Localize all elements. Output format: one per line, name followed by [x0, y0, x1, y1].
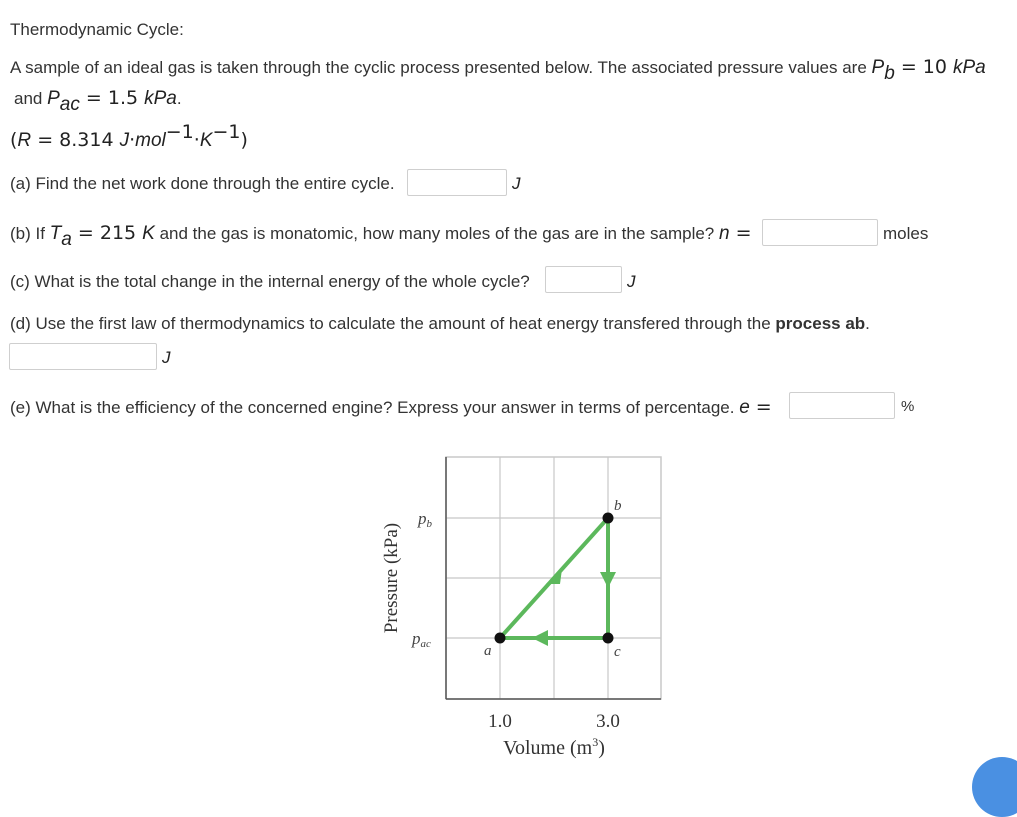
- point-c-label: c: [614, 644, 621, 660]
- constant-value: = 8.314: [31, 129, 120, 151]
- question-d-bold: process ab: [775, 314, 866, 333]
- temp-value: = 215: [71, 222, 143, 244]
- question-b-lead: (b) If: [10, 224, 50, 243]
- question-d-period: .: [865, 314, 870, 333]
- n-symbol: n: [719, 223, 730, 244]
- temp-subscript: a: [61, 229, 72, 250]
- answer-e-unit: %: [901, 398, 915, 415]
- point-b-marker: [603, 513, 614, 524]
- pb-unit: kPa: [953, 57, 986, 78]
- constant-dot-2: ·: [193, 129, 200, 151]
- question-b-text: [10, 221, 752, 250]
- answer-b-input[interactable]: [762, 219, 878, 246]
- constant-k: K: [199, 130, 213, 151]
- intro-period: .: [176, 89, 182, 108]
- answer-c-input[interactable]: [545, 266, 622, 293]
- answer-a-input[interactable]: [407, 169, 507, 196]
- pv-diagram: [370, 448, 670, 768]
- constant-dot: ·: [129, 129, 136, 151]
- problem-title: Thermodynamic Cycle:: [10, 20, 184, 39]
- question-e-text: [10, 395, 772, 420]
- y-axis-label: Pressure (kPa): [381, 522, 402, 634]
- xtick-3: 3.0: [596, 711, 620, 732]
- pac-symbol: P: [47, 88, 60, 109]
- point-b-label: b: [614, 498, 622, 514]
- constant-close: ): [240, 129, 248, 151]
- gas-constant: [10, 121, 248, 153]
- constant-mol-exp: −1: [165, 121, 194, 143]
- question-a-text: (a) Find the net work done through the entire cycle.: [10, 174, 395, 193]
- pac-value: = 1.5: [79, 87, 145, 109]
- answer-e-input[interactable]: [789, 392, 895, 419]
- temp-symbol: T: [49, 223, 62, 244]
- intro-text: A sample of an ideal gas is taken through the cyclic process presented below. The associated pressure values are: [10, 58, 872, 77]
- xtick-1: 1.0: [488, 711, 512, 732]
- answer-d-unit: J: [162, 348, 171, 367]
- question-d-lead: (d) Use the first law of thermodynamics to calculate the amount of heat energy transfered through the: [10, 314, 776, 333]
- constant-j: J: [119, 130, 130, 151]
- constant-k-exp: −1: [212, 121, 241, 143]
- pb-symbol: P: [871, 57, 885, 78]
- intro-line: [10, 55, 986, 84]
- pac-subscript: ac: [59, 94, 80, 115]
- x-axis-label: Volume $(m^3)$: [503, 735, 605, 759]
- ytick-pb: pb: [418, 509, 432, 530]
- point-a-label: a: [484, 643, 492, 659]
- question-e-lead: (e) What is the efficiency of the concerned engine? Express your answer in terms of percentage.: [10, 398, 740, 417]
- answer-d-input[interactable]: [9, 343, 157, 370]
- constant-r: R: [17, 130, 32, 151]
- answer-b-unit: moles: [883, 224, 929, 243]
- pac-unit: kPa: [144, 88, 177, 109]
- chat-bubble-button[interactable]: [972, 757, 1017, 817]
- point-a-marker: [495, 633, 506, 644]
- pb-subscript: b: [884, 63, 895, 84]
- question-d-text: [10, 312, 870, 336]
- question-b-body: and the gas is monatomic, how many moles of the gas are in the sample?: [154, 224, 719, 243]
- n-equals: =: [729, 222, 752, 244]
- pb-value: = 10: [894, 56, 953, 78]
- constant-mol: mol: [135, 130, 166, 151]
- intro-text-2: and: [14, 89, 48, 108]
- ytick-pac: pac: [412, 629, 431, 650]
- constant-open: (: [10, 129, 18, 151]
- question-c-text: (c) What is the total change in the internal energy of the whole cycle?: [10, 272, 530, 291]
- e-equals: =: [749, 396, 772, 418]
- intro-line-2: [14, 86, 182, 115]
- point-c-marker: [603, 633, 614, 644]
- temp-unit: K: [142, 223, 155, 244]
- answer-a-unit: J: [512, 174, 521, 193]
- e-symbol: e: [739, 397, 750, 418]
- answer-c-unit: J: [627, 272, 636, 291]
